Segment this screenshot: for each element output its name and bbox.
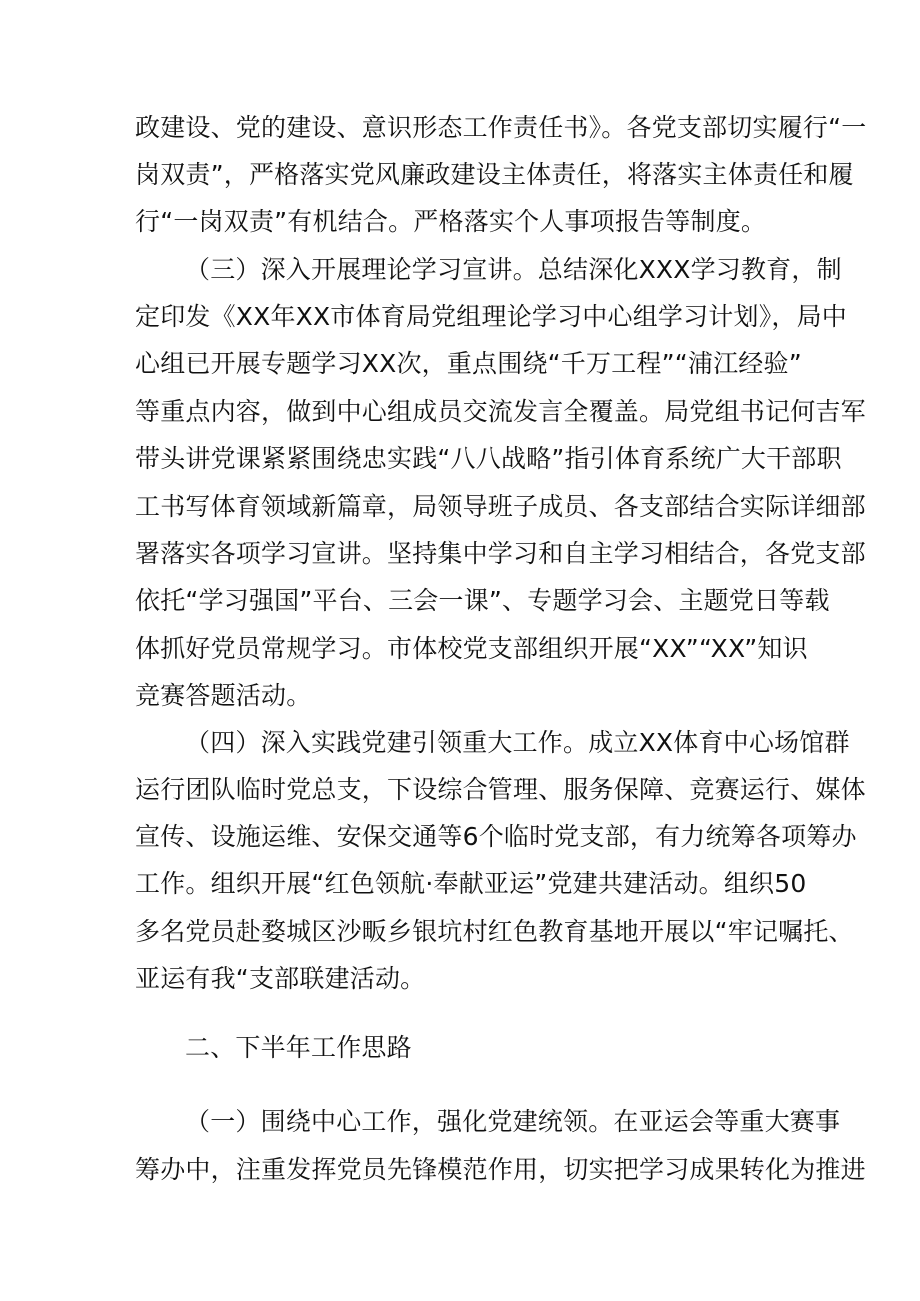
- section-heading-line: （三）深入开展理论学习宣讲。总结深化XXX学习教育，制: [185, 255, 842, 284]
- section-heading-line: （四）深入实践党建引领重大工作。成立XX体育中心场馆群: [185, 728, 850, 757]
- paragraph-line: 署落实各项学习宣讲。坚持集中学习和自主学习相结合，各党支部: [135, 539, 866, 568]
- paragraph-line: 工书写体育领域新篇章，局领导班子成员、各支部结合实际详细部: [135, 492, 866, 521]
- section-heading-line: （一）围绕中心工作，强化党建统领。在亚运会等重大赛事: [185, 1107, 841, 1136]
- paragraph-line: 亚运有我“支部联建活动。: [135, 964, 426, 993]
- paragraph-line: 竞赛答题活动。: [135, 681, 312, 710]
- paragraph-line: 心组已开展专题学习XX次，重点围绕“千万工程”“浦江经验”: [135, 349, 802, 378]
- paragraph-line: 行“一岗双责”有机结合。严格落实个人事项报告等制度。: [135, 207, 767, 236]
- paragraph-line: 岗双责”，严格落实党风廉政建设主体责任，将落实主体责任和履: [135, 160, 854, 189]
- chapter-heading: 二、下半年工作思路: [185, 1033, 412, 1062]
- paragraph-line: 体抓好党员常规学习。市体校党支部组织开展“XX”“XX”知识: [135, 634, 808, 663]
- paragraph-line: 运行团队临时党总支，下设综合管理、服务保障、竞赛运行、媒体: [135, 775, 866, 804]
- paragraph-line: 定印发《XX年XX市体育局党组理论学习中心组学习计划》，局中: [135, 302, 848, 331]
- paragraph-line: 等重点内容，做到中心组成员交流发言全覆盖。局党组书记何吉军: [135, 397, 866, 426]
- paragraph-line: 宣传、设施运维、安保交通等6个临时党支部，有力统筹各项筹办: [135, 822, 857, 851]
- paragraph-line: 政建设、党的建设、意识形态工作责任书》。各党支部切实履行“一: [135, 113, 867, 142]
- paragraph-line: 多名党员赴婺城区沙畈乡银坑村红色教育基地开展以“牢记嘱托、: [135, 917, 854, 946]
- paragraph-line: 依托“学习强国”平台、三会一课”、专题学习会、主题党日等载: [135, 586, 830, 615]
- paragraph-line: 筹办中，注重发挥党员先锋模范作用，切实把学习成果转化为推进: [135, 1155, 866, 1184]
- paragraph-line: 带头讲党课紧紧围绕忠实践“八八战略”指引体育系统广大干部职: [135, 444, 842, 473]
- paragraph-line: 工作。组织开展“红色领航·奉献亚运”党建共建活动。组织50: [135, 869, 807, 898]
